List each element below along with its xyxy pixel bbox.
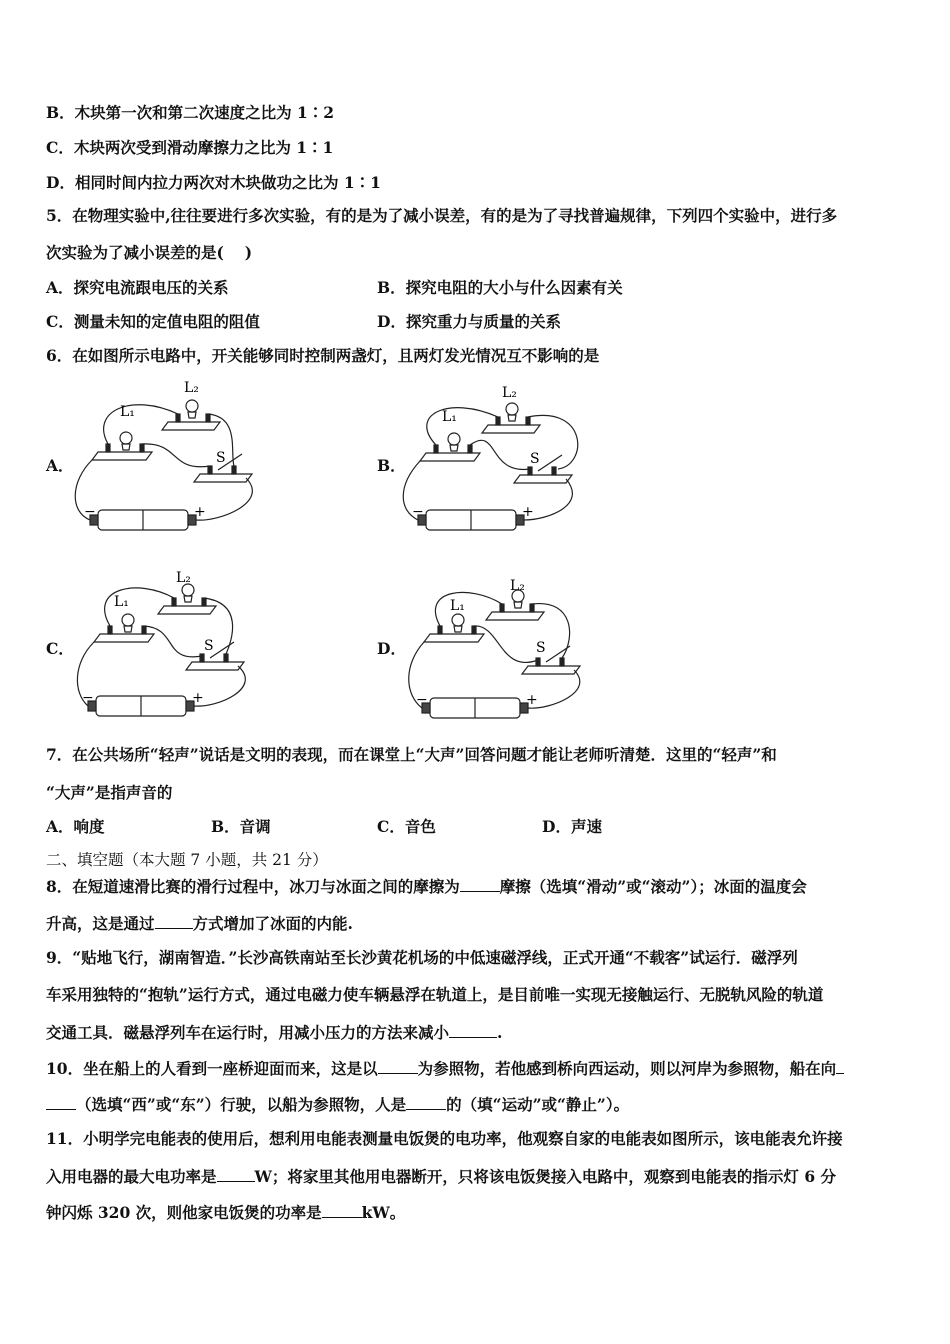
q9-line3 bbox=[46, 1022, 502, 1043]
q11-text-3b: kW。 bbox=[361, 1203, 406, 1222]
q8-line1 bbox=[46, 876, 807, 897]
q10-line1 bbox=[46, 1058, 844, 1079]
q8-text-2a: 升高，这是通过 bbox=[46, 914, 155, 933]
q7-stem-line1: 7．在公共场所“轻声”说话是文明的表现，而在课堂上“大声”回答问题才能让老师听清楚．这里的“轻声”和 bbox=[46, 745, 777, 764]
q4-option-b: B．木块第一次和第二次速度之比为 1∶2 bbox=[46, 103, 335, 122]
lamp-l2-label: L₂ bbox=[184, 380, 199, 396]
switch-label: S bbox=[536, 640, 546, 656]
q8-blank-2[interactable] bbox=[155, 913, 193, 929]
q11-text-2a: 入用电器的最大电功率是 bbox=[46, 1167, 217, 1186]
battery-minus-label: − bbox=[84, 504, 96, 520]
q10-text-1b: 为参照物，若他感到桥向西运动，则以河岸为参照物，船在向 bbox=[417, 1059, 837, 1078]
q10-line2 bbox=[46, 1094, 629, 1115]
q5-stem-line2: 次实验为了减小误差的是( ) bbox=[46, 243, 253, 262]
battery-minus-label: − bbox=[416, 692, 428, 708]
q8-text-2b: 方式增加了冰面的内能. bbox=[192, 914, 353, 933]
q8-text-1a: 8．在短道速滑比赛的滑行过程中，冰刀与冰面之间的摩擦为 bbox=[46, 877, 460, 896]
q6-option-a-label: A． bbox=[46, 456, 74, 475]
q6-option-d-label: D． bbox=[377, 639, 406, 658]
q7-option-c: C．音色 bbox=[377, 817, 436, 836]
q8-line2 bbox=[46, 913, 353, 934]
switch-label: S bbox=[204, 638, 214, 654]
q11-line3 bbox=[46, 1202, 405, 1223]
lamp-l1-label: L₁ bbox=[450, 598, 465, 614]
q7-option-b: B．音调 bbox=[211, 817, 271, 836]
lamp-l2-label: L₂ bbox=[176, 570, 191, 586]
q5-stem-line1: 5．在物理实验中,往往要进行多次实验，有的是为了减小误差，有的是为了寻找普遍规律，下列四个实验中，进行多 bbox=[46, 206, 838, 225]
battery-plus-label: + bbox=[526, 692, 538, 708]
q7-stem-line2: “大声”是指声音的 bbox=[46, 783, 173, 802]
q4-option-c: C．木块两次受到滑动摩擦力之比为 1∶1 bbox=[46, 138, 334, 157]
q10-text-2a: （选填“西”或“东”）行驶，以船为参照物，人是 bbox=[76, 1095, 407, 1114]
q10-blank-2-start[interactable] bbox=[836, 1058, 844, 1074]
q6-option-b-label: B． bbox=[377, 456, 406, 475]
battery-plus-label: + bbox=[194, 504, 206, 520]
q9-text-3a: 交通工具．磁悬浮列车在运行时，用减小压力的方法来减小 bbox=[46, 1023, 450, 1042]
q5-option-c: C．测量未知的定值电阻的阻值 bbox=[46, 312, 260, 331]
section-heading: 二、填空题（本大题 7 小题，共 21 分） bbox=[46, 851, 328, 869]
battery-plus-label: + bbox=[522, 504, 534, 520]
switch-label: S bbox=[216, 450, 226, 466]
q7-option-d: D．声速 bbox=[542, 817, 602, 836]
battery-minus-label: − bbox=[82, 690, 94, 706]
battery-plus-label: + bbox=[192, 690, 204, 706]
q7-option-a: A．响度 bbox=[46, 817, 105, 836]
q6-stem: 6．在如图所示电路中，开关能够同时控制两盏灯，且两灯发光情况互不影响的是 bbox=[46, 346, 600, 365]
circuit-diagram-d bbox=[400, 574, 600, 734]
q9-line2: 车采用独特的“抱轨”运行方式，通过电磁力使车辆悬浮在轨道上，是目前唯一实现无接触运行、无脱轨风险的轨道 bbox=[46, 985, 824, 1004]
lamp-l1-label: L₁ bbox=[120, 404, 135, 420]
q9-text-3b: . bbox=[497, 1023, 503, 1042]
q11-line2 bbox=[46, 1166, 836, 1187]
q9-line1: 9．“贴地飞行，湖南智造．”长沙高铁南站至长沙黄花机场的中低速磁浮线，正式开通“不载客”试运行．磁浮列 bbox=[46, 948, 798, 967]
circuit-diagram-a bbox=[70, 372, 270, 542]
q8-text-1b: 摩擦（选填“滑动”或“滚动”）；冰面的温度会 bbox=[499, 877, 807, 896]
q10-blank-3[interactable] bbox=[406, 1094, 446, 1110]
q10-text-2b: 的（填“运动”或“静止”）。 bbox=[446, 1095, 630, 1114]
q10-blank-2-end[interactable] bbox=[46, 1094, 76, 1110]
q9-blank[interactable] bbox=[449, 1022, 497, 1038]
q5-option-d: D．探究重力与质量的关系 bbox=[377, 312, 561, 331]
switch-label: S bbox=[530, 451, 540, 467]
q11-text-3a: 钟闪烁 320 次，则他家电饭煲的功率是 bbox=[46, 1203, 322, 1222]
lamp-l1-label: L₁ bbox=[442, 409, 457, 425]
lamp-l2-label: L₂ bbox=[510, 578, 525, 594]
q11-line1: 11．小明学完电能表的使用后，想利用电能表测量电饭煲的电功率，他观察自家的电能表如图所示，该电能表允许接 bbox=[46, 1129, 843, 1148]
q10-blank-1[interactable] bbox=[378, 1058, 418, 1074]
q10-text-1a: 10．坐在船上的人看到一座桥迎面而来，这是以 bbox=[46, 1059, 378, 1078]
q11-blank-1[interactable] bbox=[217, 1166, 255, 1182]
circuit-diagram-b bbox=[398, 385, 598, 545]
q11-text-2b: W；将家里其他用电器断开，只将该电饭煲接入电路中，观察到电能表的指示灯 6 分 bbox=[254, 1167, 837, 1186]
q5-option-a: A．探究电流跟电压的关系 bbox=[46, 278, 229, 297]
battery-minus-label: − bbox=[412, 504, 424, 520]
lamp-l2-label: L₂ bbox=[502, 385, 517, 401]
q5-option-b: B．探究电阻的大小与什么因素有关 bbox=[377, 278, 623, 297]
lamp-l1-label: L₁ bbox=[114, 594, 129, 610]
q11-blank-2[interactable] bbox=[322, 1202, 362, 1218]
q4-option-d: D．相同时间内拉力两次对木块做功之比为 1∶1 bbox=[46, 173, 381, 192]
circuit-diagram-c bbox=[68, 568, 268, 728]
q8-blank-1[interactable] bbox=[460, 876, 500, 892]
q6-option-c-label: C． bbox=[46, 639, 74, 658]
